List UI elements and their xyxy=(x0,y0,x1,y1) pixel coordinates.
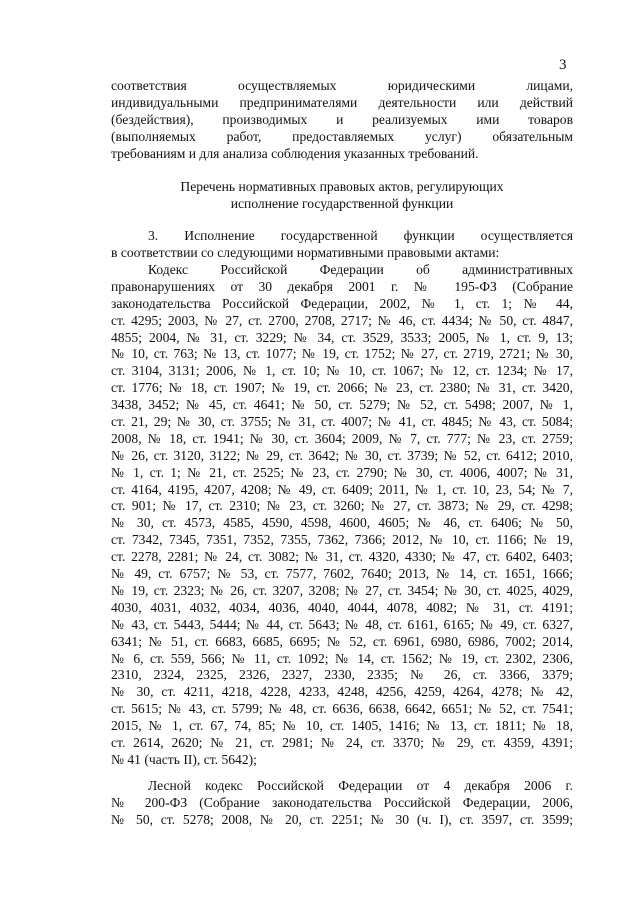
text-line: 3. Исполнение государственной функции осуществляется xyxy=(148,228,573,244)
text-line: № 26, ст. 3120, 3122; № 29, ст. 3642; № 30, ст. 3739; № 52, ст. 6412; 2010, xyxy=(111,447,573,463)
page-body xyxy=(111,78,573,828)
text-line: № 19, ст. 2323; № 26, ст. 3207, 3208; № 27, ст. 3454; № 30, ст. 4025, 4029, xyxy=(111,582,573,598)
text-line: № 6, ст. 559, 566; № 11, ст. 1092; № 14, ст. 1562; № 19, ст. 2302, 2306, xyxy=(111,650,573,666)
text-line: законодательства Российской Федерации, 2002, № 1, ст. 1; № 44, xyxy=(111,295,573,311)
text-line: № 43, ст. 5443, 5444; № 44, ст. 5643; № 48, ст. 6161, 6165; № 49, ст. 6327, xyxy=(111,616,573,632)
text-line: соответствия осуществляемых юридическими лицами, xyxy=(111,78,573,93)
intro-paragraph xyxy=(111,78,573,162)
text-line: Кодекс Российской Федерации об административных xyxy=(148,262,573,278)
text-line: ст. 901; № 17, ст. 2310; № 23, ст. 3260; № 27, ст. 3873; № 29, ст. 4298; xyxy=(111,498,573,514)
text-line: ст. 1776; № 18, ст. 1907; № 19, ст. 2066; № 23, ст. 2380; № 31, ст. 3420, xyxy=(111,380,573,396)
item-3-paragraph xyxy=(111,228,573,262)
text-line: ст. 21, 29; № 30, ст. 3755; № 31, ст. 4007; № 41, ст. 4845; № 43, ст. 5084; xyxy=(111,414,573,430)
text-line: правонарушениях от 30 декабря 2001 г. № 195-ФЗ (Собрание xyxy=(111,278,573,294)
text-line: ст. 3104, 3131; 2006, № 1, ст. 10; № 10, ст. 1067; № 12, ст. 1234; № 17, xyxy=(111,363,573,379)
text-line: № 1, ст. 1; № 21, ст. 2525; № 23, ст. 2790; № 30, ст. 4006, 4007; № 31, xyxy=(111,464,573,480)
text-line: индивидуальными предпринимателями деятельности или действий xyxy=(111,94,573,110)
text-line: 2015, № 1, ст. 67, 74, 85; № 10, ст. 1405, 1416; № 13, ст. 1811; № 18, xyxy=(111,718,573,734)
text-line: 4030, 4031, 4032, 4034, 4036, 4040, 4044, 4078, 4082; № 31, ст. 4191; xyxy=(111,599,573,615)
text-line: 3438, 3452; № 45, ст. 4641; № 50, ст. 5279; № 52, ст. 5498; 2007, № 1, xyxy=(111,397,573,413)
text-line: Лесной кодекс Российской Федерации от 4 декабря 2006 г. xyxy=(148,777,573,793)
text-line: ст. 5615; № 43, ст. 5799; № 48, ст. 6636, 6638, 6642, 6651; № 52, ст. 7541; xyxy=(111,701,573,717)
text-line: (бездействия), производимых и реализуемых ими товаров xyxy=(111,111,573,127)
text-line: № 41 (часть II), ст. 5642); xyxy=(111,751,257,767)
text-line: ст. 4164, 4195, 4207, 4208; № 49, ст. 6409; 2011, № 1, ст. 10, 23, 54; № 7, xyxy=(111,481,573,497)
text-line: № 49, ст. 6757; № 53, ст. 7577, 7602, 7640; 2013, № 14, ст. 1651, 1666; xyxy=(111,566,573,582)
lesnoy-paragraph xyxy=(111,778,573,829)
heading-line: исполнение государственной функции xyxy=(230,196,454,212)
text-line: № 200-ФЗ (Собрание законодательства Российской Федерации, 2006, xyxy=(111,794,573,810)
text-line: требованиям и для анализа соблюдения указанных требований. xyxy=(111,145,479,161)
page-number: 3 xyxy=(559,57,567,73)
text-line: 4855; 2004, № 31, ст. 3229; № 34, ст. 3529, 3533; 2005, № 1, ст. 9, 13; xyxy=(111,329,573,345)
koap-paragraph xyxy=(111,262,573,769)
text-line: ст. 2614, 2620; № 21, ст. 2981; № 24, ст. 3370; № 29, ст. 4359, 4391; xyxy=(111,734,573,750)
text-line: (выполняемых работ, предоставляемых услуг) обязательным xyxy=(111,128,573,144)
text-line: № 30, ст. 4211, 4218, 4228, 4233, 4248, 4256, 4259, 4264, 4278; № 42, xyxy=(111,684,573,700)
text-line: ст. 7342, 7345, 7351, 7352, 7355, 7362, 7366; 2012, № 10, ст. 1166; № 19, xyxy=(111,532,573,548)
text-line: № 10, ст. 763; № 13, ст. 1077; № 19, ст. 1752; № 27, ст. 2719, 2721; № 30, xyxy=(111,346,573,362)
text-line: в соответствии со следующими нормативными правовыми актами: xyxy=(111,245,500,261)
text-line: 6341; № 51, ст. 6683, 6685, 6695; № 52, ст. 6961, 6980, 6986, 7002; 2014, xyxy=(111,633,573,649)
text-line: ст. 4295; 2003, № 27, ст. 2700, 2708, 2717; № 46, ст. 4434; № 50, ст. 4847, xyxy=(111,312,573,328)
text-line: № 30, ст. 4573, 4585, 4590, 4598, 4600, 4605; № 46, ст. 6406; № 50, xyxy=(111,515,573,531)
heading-line: Перечень нормативных правовых актов, регулирующих xyxy=(180,179,504,195)
text-line: 2310, 2324, 2325, 2326, 2327, 2330, 2335; № 26, ст. 3366, 3379; xyxy=(111,667,573,683)
text-line: ст. 2278, 2281; № 24, ст. 3082; № 31, ст. 4320, 4330; № 47, ст. 6402, 6403; xyxy=(111,549,573,565)
text-line: 2008, № 18, ст. 1941; № 30, ст. 3604; 2009, № 7, ст. 777; № 23, ст. 2759; xyxy=(111,430,573,446)
text-line: № 50, ст. 5278; 2008, № 20, ст. 2251; № 30 (ч. I), ст. 3597, ст. 3599; xyxy=(111,811,573,827)
section-heading xyxy=(111,179,573,213)
